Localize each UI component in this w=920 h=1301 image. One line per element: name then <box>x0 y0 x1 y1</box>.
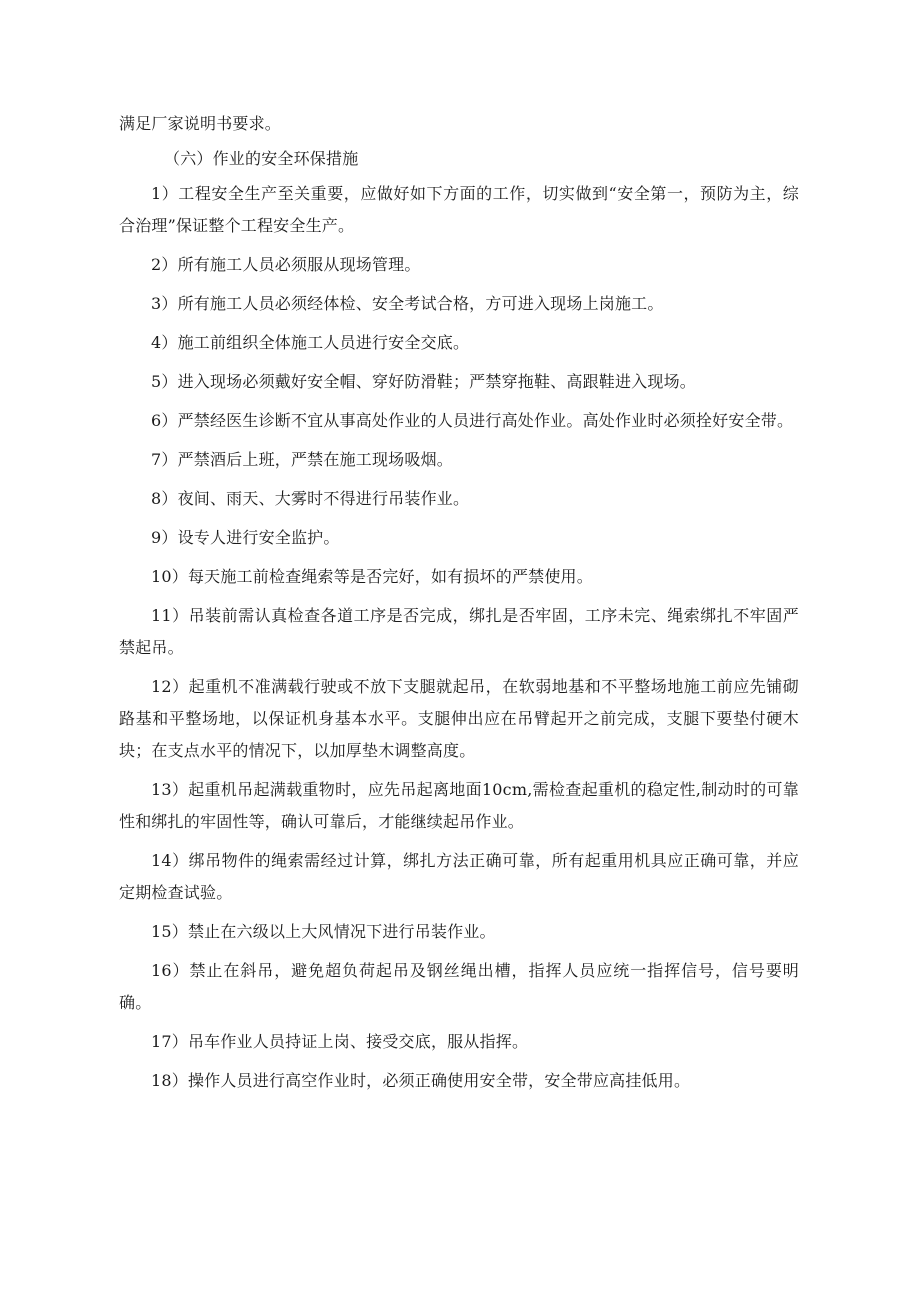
paragraph-continuation: 满足厂家说明书要求。 <box>119 114 282 133</box>
list-item-6: 6）严禁经医生诊断不宜从事高处作业的人员进行高处作业。高处作业时必须拴好安全带。 <box>151 411 794 430</box>
list-item-10: 10）每天施工前检查绳索等是否完好，如有损坏的严禁使用。 <box>151 567 593 586</box>
list-item-2: 2）所有施工人员必须服从现场管理。 <box>151 255 421 274</box>
list-item-11: 11）吊装前需认真检查各道工序是否完成，绑扎是否牢固，工序未完、绳索绑扎不牢固严禁起吊。 <box>119 606 799 657</box>
document-body <box>119 108 799 1097</box>
list-item-8: 8）夜间、雨天、大雾时不得进行吊装作业。 <box>151 489 470 508</box>
section-heading: （六）作业的安全环保措施 <box>164 149 359 168</box>
list-item-7: 7）严禁酒后上班，严禁在施工现场吸烟。 <box>151 450 453 469</box>
list-item-12: 12）起重机不准满载行驶或不放下支腿就起吊，在软弱地基和不平整场地施工前应先铺砌路基和平整场地，以保证机身基本水平。支腿伸出应在吊臂起开之前完成，支腿下要垫付硬木块；在支点水平的情况下，以加厚垫木调整高度。 <box>119 677 799 760</box>
list-item-15: 15）禁止在六级以上大风情况下进行吊装作业。 <box>151 922 496 941</box>
list-item-9: 9）设专人进行安全监护。 <box>151 528 340 547</box>
list-item-17: 17）吊车作业人员持证上岗、接受交底，服从指挥。 <box>151 1032 529 1051</box>
list-item-13: 13）起重机吊起满载重物时，应先吊起离地面10cm,需检查起重机的稳定性,制动时的可靠性和绑扎的牢固性等，确认可靠后，才能继续起吊作业。 <box>119 780 799 831</box>
list-item-16: 16）禁止在斜吊，避免超负荷起吊及钢丝绳出槽，指挥人员应统一指挥信号，信号要明确。 <box>119 961 799 1012</box>
list-item-5: 5）进入现场必须戴好安全帽、穿好防滑鞋；严禁穿拖鞋、高跟鞋进入现场。 <box>151 372 696 391</box>
list-item-3: 3）所有施工人员必须经体检、安全考试合格，方可进入现场上岗施工。 <box>151 294 664 313</box>
list-item-18: 18）操作人员进行高空作业时，必须正确使用安全带，安全带应高挂低用。 <box>151 1071 691 1090</box>
list-item-14: 14）绑吊物件的绳索需经过计算，绑扎方法正确可靠，所有起重用机具应正确可靠，并应定期检查试验。 <box>119 851 799 902</box>
list-item-1: 1）工程安全生产至关重要，应做好如下方面的工作，切实做到“安全第一，预防为主，综合治理”保证整个工程安全生产。 <box>119 184 799 235</box>
list-item-4: 4）施工前组织全体施工人员进行安全交底。 <box>151 333 470 352</box>
